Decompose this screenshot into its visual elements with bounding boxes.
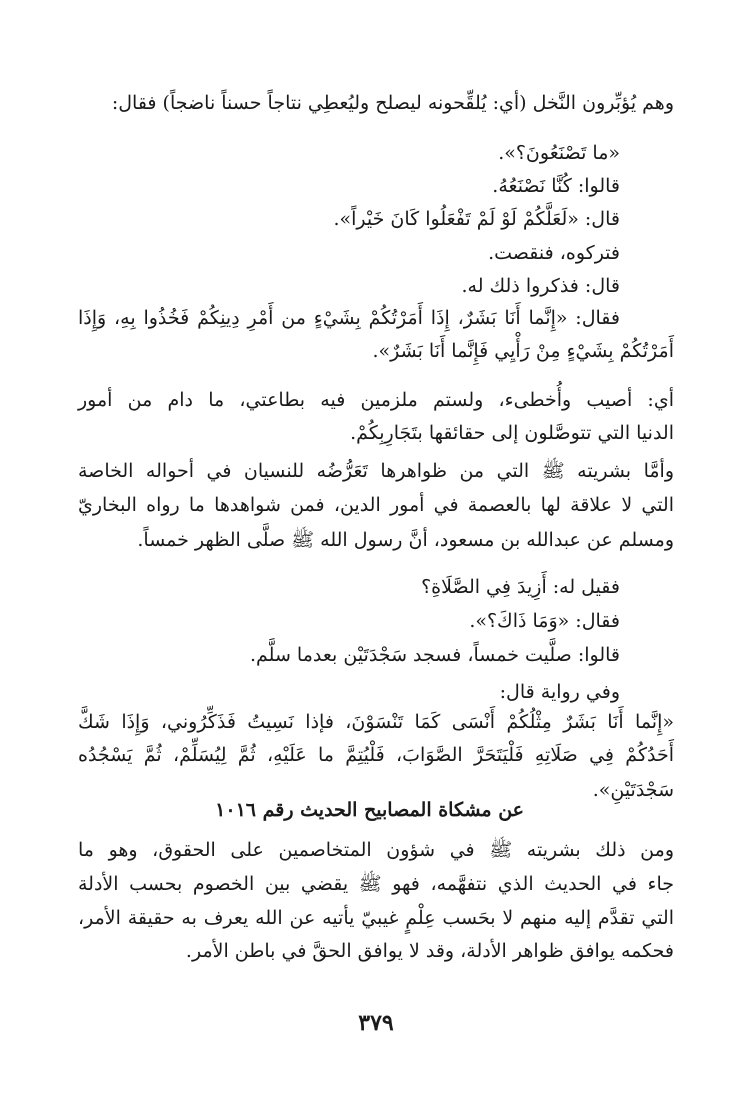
text-line: فحكمه يوافق ظواهر الأدلة، وقد لا يوافق الحقَّ في باطن الأمر. xyxy=(185,940,674,962)
text-line: قالوا: كُنَّا نَصْنَعُهُ. xyxy=(492,175,620,197)
text-line: قال: فذكروا ذلك له. xyxy=(461,275,620,297)
text-line: فقيل له: أَزِيدَ فِي الصَّلَاةِ؟ xyxy=(421,576,620,598)
text-line: سَجْدَتَيْنِ». xyxy=(592,779,674,801)
text-line: أَمَرْتُكُمْ بِشَيْءٍ مِنْ رَأْيِي فَإِنَّما أَنَا بَشَرٌ». xyxy=(372,340,674,362)
text-line: قال: «لَعَلَّكُمْ لَوْ لَمْ تَفْعَلُوا كَانَ خَيْراً». xyxy=(333,208,620,230)
text-line: ومسلم عن عبدالله بن مسعود، أنَّ رسول الله ﷺ صلَّى الظهر خمساً. xyxy=(137,529,674,551)
source-reference: عن مشكاة المصابيح الحديث رقم ١٠١٦ xyxy=(215,799,524,821)
text-line: أَحَدُكُمْ فِي صَلَاتِهِ فَلْيَتَحَرَّ الصَّوَابَ، فَلْيُتِمَّ ما عَلَيْهِ، ثُمَّ لِيُسَلِّمْ، ثُمَّ يَسْجُدُه xyxy=(78,744,674,766)
text-line: جاء في الحديث الذي نتفهَّمه، فهو ﷺ يقضي بين الخصوم بحسب الأدلة xyxy=(78,873,674,895)
text-line: أي: أصيب وأُخطىء، ولستم ملزمين فيه بطاعتي، ما دام من أمور xyxy=(78,389,674,411)
text-line: وفي رواية قال: xyxy=(499,681,620,703)
text-line: قالوا: صلَّيت خمساً، فسجد سَجْدَتَيْن بعدما سلَّم. xyxy=(249,644,620,666)
text-line: فتركوه، فنقصت. xyxy=(488,242,620,264)
text-line: «إِنَّما أَنَا بَشَرٌ مِثْلُكُمْ أَنْسَى كَمَا تَنْسَوْنَ، فإذا نَسِيتُ فَذَكِّرُوني، وَإِذَا شَكَّ xyxy=(78,711,674,733)
text-line: وهم يُؤبِّرون النَّخل (أي: يُلقِّحونه ليصلح وليُعطِي نتاجاً حسناً ناضجاً) فقال: xyxy=(111,92,674,114)
text-line: التي لا علاقة لها بالعصمة في أمور الدين، فمن شواهدها ما رواه البخاريّ xyxy=(78,494,674,516)
text-line: التي تقدَّم إليه منهم لا بحَسب عِلْمٍ غيبيّ يأتيه عن الله يعرف به حقيقة الأمر، xyxy=(78,907,674,929)
text-line: وأمَّا بشريته ﷺ التي من ظواهرها تَعَرُّضُه للنسيان في أحواله الخاصة xyxy=(78,460,674,482)
text-line: «ما تَصْنَعُونَ؟». xyxy=(498,142,620,164)
page-number: ٣٧٩ xyxy=(358,1010,394,1036)
text-line: ومن ذلك بشريته ﷺ في شؤون المتخاصمين على الحقوق، وهو ما xyxy=(78,839,674,861)
text-line: فقال: «إِنَّما أَنَا بَشَرٌ، إِذَا أَمَرْتُكُمْ بِشَيْءٍ من أَمْرِ دِينِكُمْ فَخُذُوا بِهِ، وَإِذَا xyxy=(78,307,620,329)
text-line: الدنيا التي تتوصَّلون إلى حقائقها بتَجَارِبِكُمْ. xyxy=(350,422,674,444)
text-line: فقال: «وَمَا ذَاكَ؟». xyxy=(469,610,620,632)
